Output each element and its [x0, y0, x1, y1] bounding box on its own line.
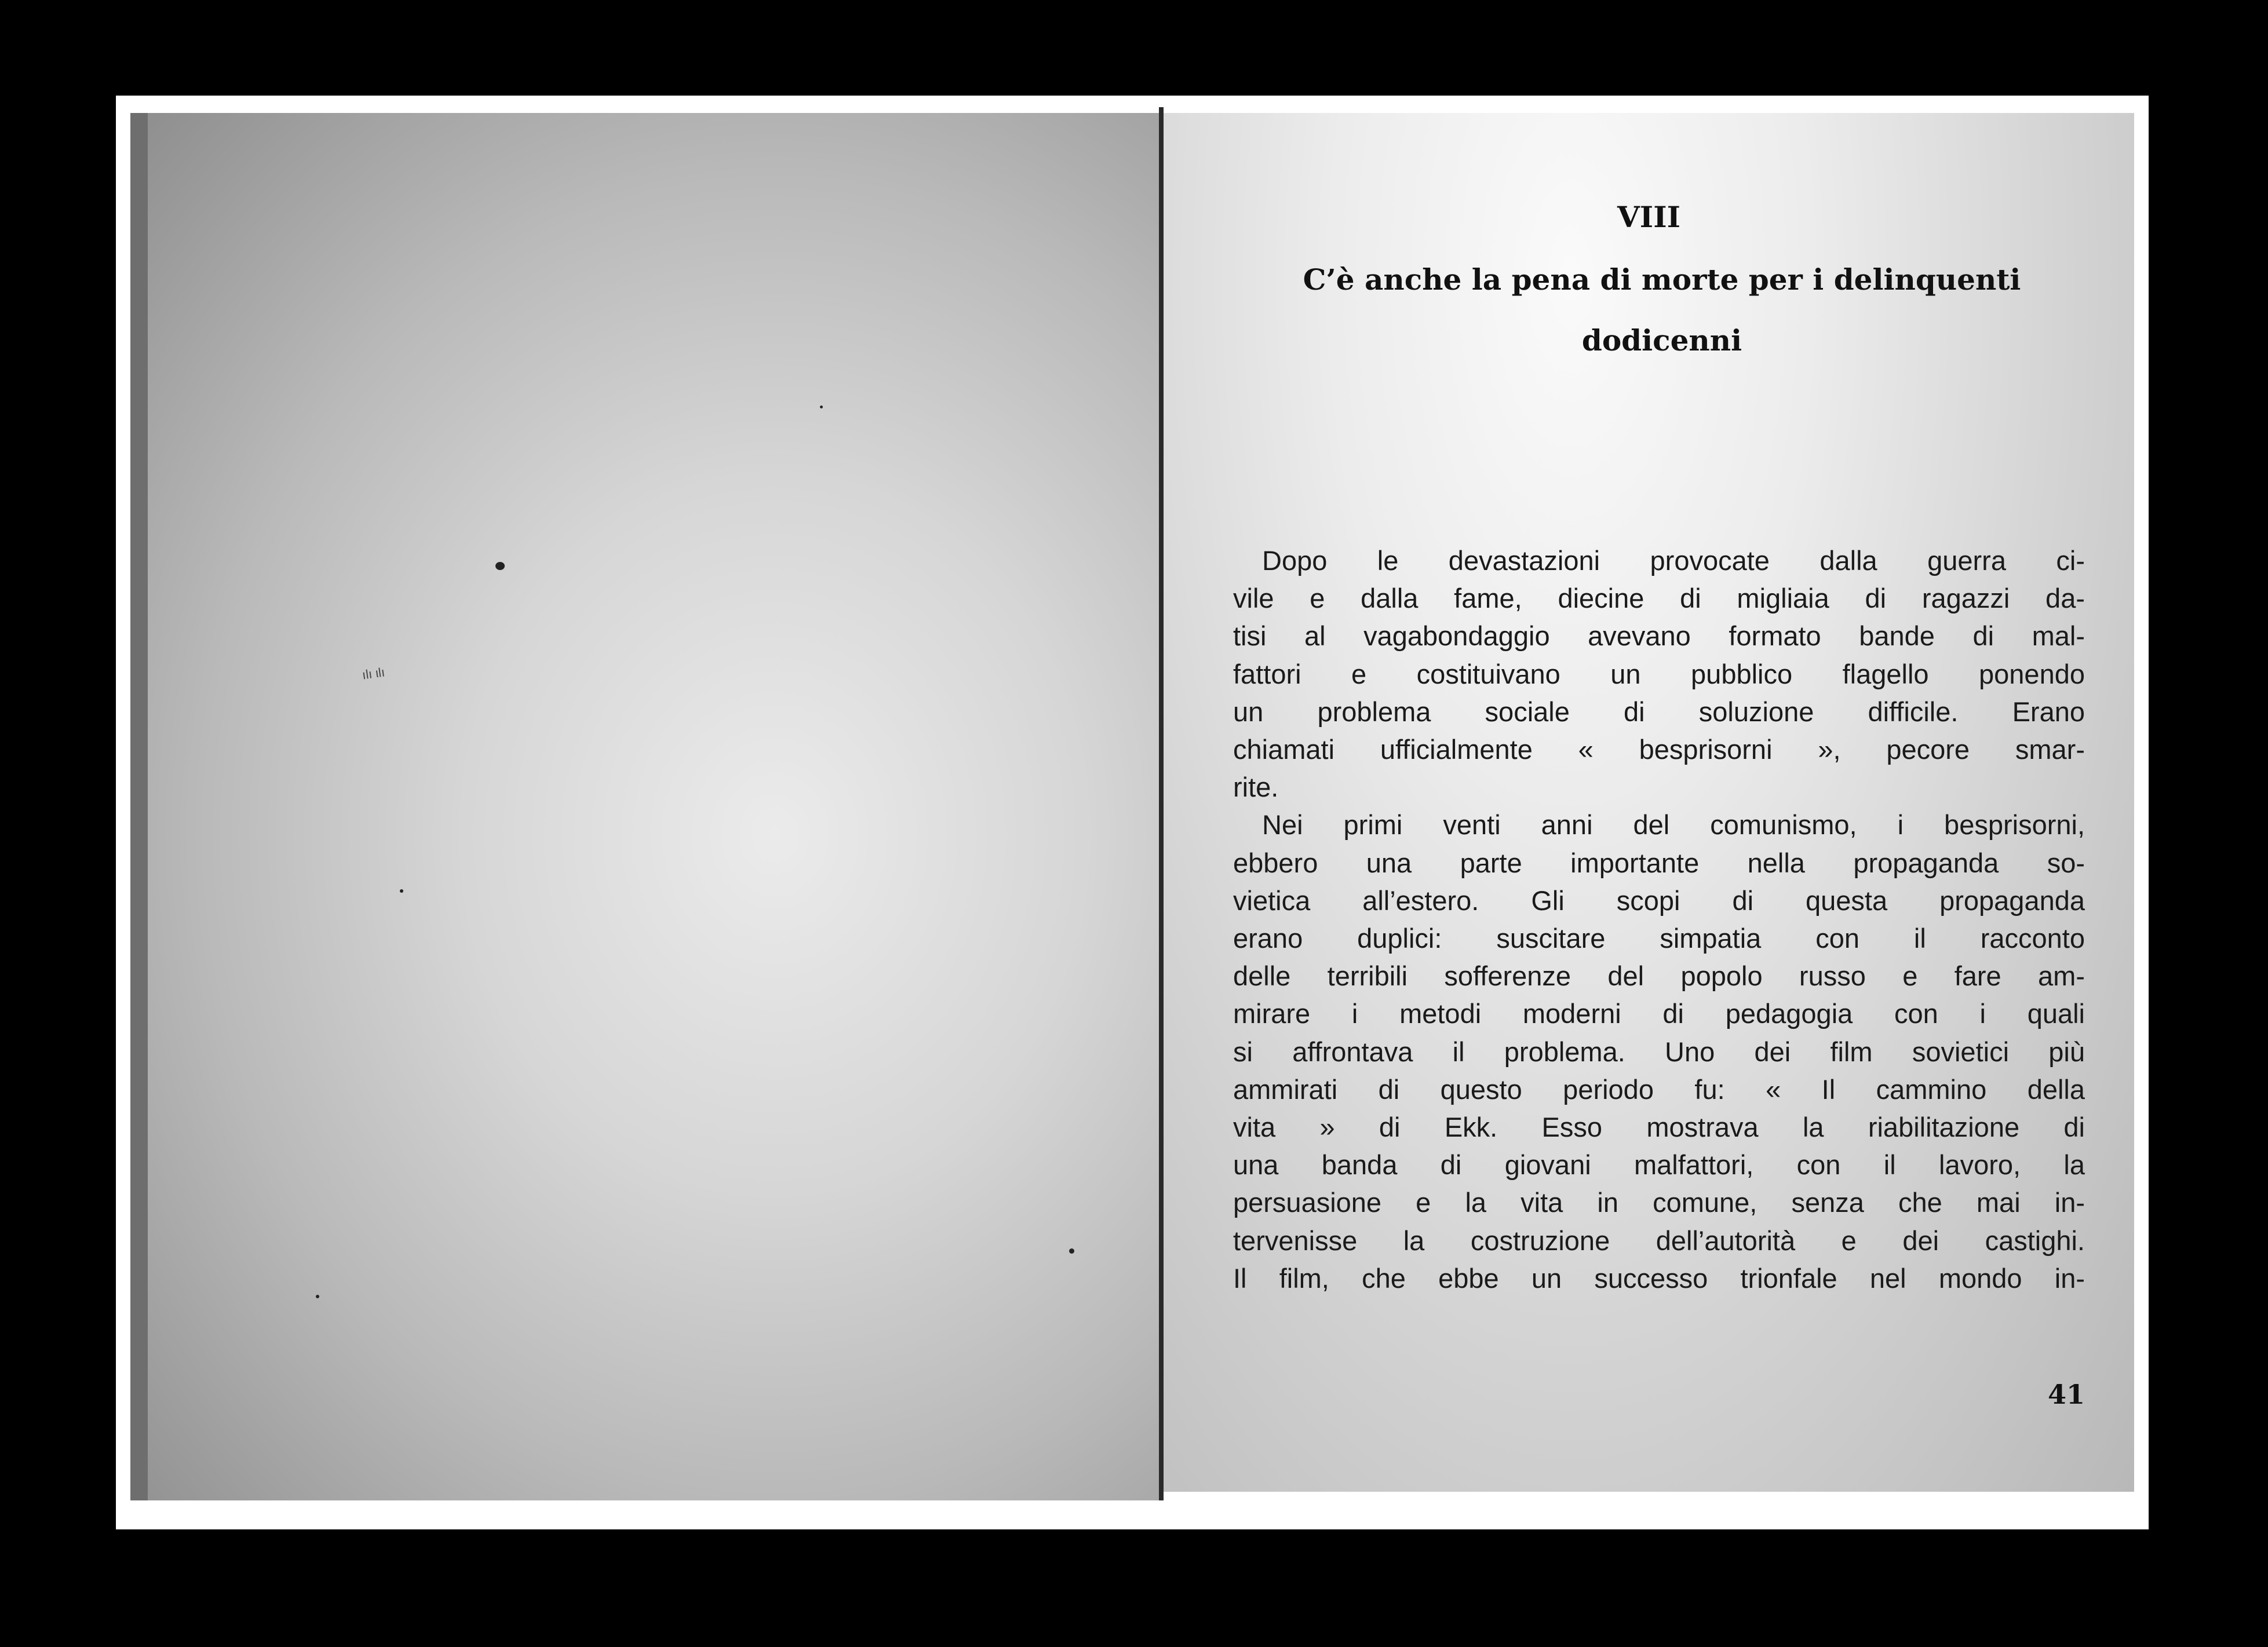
- text-line: erano duplici: suscitare simpatia con il racconto: [1233, 923, 2085, 954]
- paper-speck: [820, 406, 823, 408]
- text-line: Il film, che ebbe un successo trionfale nel mondo in-: [1233, 1262, 2085, 1294]
- right-page: [1164, 113, 2134, 1492]
- text-line: si affrontava il problema. Uno dei film sovietici più: [1233, 1036, 2085, 1067]
- text-line: vita » di Ekk. Esso mostrava la riabilitazione di: [1233, 1112, 2085, 1143]
- text-line: tisi al vagabondaggio avevano formato bande di mal-: [1233, 620, 2085, 652]
- text-line: Nei primi venti anni del comunismo, i besprisorni,: [1262, 809, 2085, 841]
- paper-speck: [400, 889, 403, 893]
- body-paragraph: [1233, 542, 2085, 1297]
- text-line: rite.: [1233, 772, 1279, 803]
- text-line: una banda di giovani malfattori, con il lavoro, la: [1233, 1149, 2085, 1181]
- chapter-title-line: dodicenni: [1581, 323, 1742, 357]
- page-number: 41: [2047, 1379, 2085, 1410]
- paper-speck: [495, 562, 505, 570]
- text-line: ammirati di questo periodo fu: « Il cammino della: [1233, 1073, 2085, 1105]
- text-line: chiamati ufficialmente « besprisorni », pecore smar-: [1233, 734, 2085, 765]
- text-line: tervenisse la costruzione dell’autorità e dei castighi.: [1233, 1225, 2085, 1256]
- text-line: un problema sociale di soluzione difficile. Erano: [1233, 696, 2085, 727]
- scanned-book-spread: [116, 96, 2149, 1529]
- paper-speck: [316, 1295, 319, 1298]
- text-line: vietica all’estero. Gli scopi di questa propaganda: [1233, 885, 2085, 916]
- chapter-number: VIII: [1617, 200, 1680, 234]
- text-line: Dopo le devastazioni provocate dalla guerra ci-: [1262, 545, 2085, 576]
- text-line: vile e dalla fame, diecine di migliaia di ragazzi da-: [1233, 583, 2085, 614]
- left-page-blank: [130, 113, 1159, 1500]
- text-line: persuasione e la vita in comune, senza che mai in-: [1233, 1187, 2085, 1218]
- chapter-title: [1233, 249, 2091, 371]
- text-line: fattori e costituivano un pubblico flagello ponendo: [1233, 658, 2085, 689]
- book-gutter: [1159, 107, 1164, 1500]
- margin-scribble: ılı ιlı: [361, 664, 386, 682]
- chapter-title-line: C’è anche la pena di morte per i delinquenti: [1303, 262, 2021, 297]
- text-line: mirare i metodi moderni di pedagogia con i quali: [1233, 998, 2085, 1029]
- text-line: ebbero una parte importante nella propaganda so-: [1233, 847, 2085, 878]
- paper-speck: [1069, 1248, 1074, 1254]
- text-line: delle terribili sofferenze del popolo russo e fare am-: [1233, 961, 2085, 992]
